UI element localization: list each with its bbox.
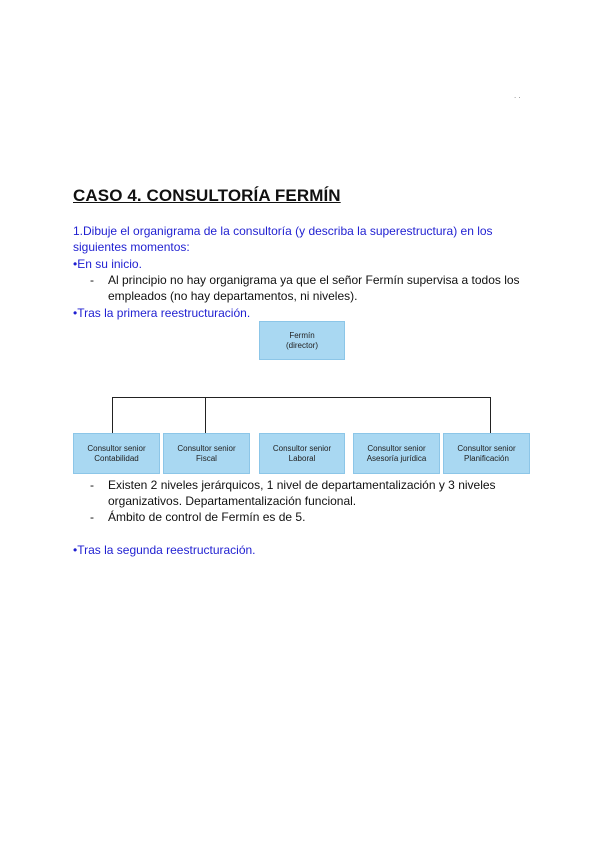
list-item-text: Ámbito de control de Fermín es de 5. xyxy=(108,510,306,524)
dash-bullet: - xyxy=(90,273,94,287)
org-box-label: Consultor senior xyxy=(457,443,516,453)
org-connector xyxy=(490,397,491,433)
section-heading-inicio: •En su inicio. xyxy=(73,257,142,271)
org-connector-horizontal xyxy=(112,397,491,398)
org-box-laboral xyxy=(259,433,345,474)
org-box-label: Consultor senior xyxy=(177,443,236,453)
org-box-label: Consultor senior xyxy=(272,443,332,453)
org-box-label: Consultor senior xyxy=(367,443,426,453)
section-heading-segunda-reestructuracion: •Tras la segunda reestructuración. xyxy=(73,543,256,557)
org-box-label: Fermín xyxy=(289,330,315,340)
dash-bullet: - xyxy=(90,478,94,492)
page-corner-mark: . . xyxy=(514,91,521,100)
page-title: CASO 4. CONSULTORÍA FERMÍN xyxy=(73,186,341,205)
org-box-planificacion xyxy=(443,433,530,474)
list-item xyxy=(90,509,535,525)
org-box-sublabel: Contabilidad xyxy=(94,453,139,463)
org-box-sublabel: Fiscal xyxy=(196,453,217,463)
org-box-fiscal xyxy=(163,433,250,474)
org-box-sublabel: (director) xyxy=(285,340,318,350)
org-box-sublabel: Laboral xyxy=(288,453,316,463)
org-box-label: Consultor senior xyxy=(87,443,146,453)
org-box-asesoria-juridica xyxy=(353,433,440,474)
org-connector xyxy=(205,397,206,433)
dash-bullet: - xyxy=(90,510,94,524)
list-item-text: Al principio no hay organigrama ya que el señor Fermín supervisa a todos los empleados (no hay departamentos, ni niveles). xyxy=(108,273,520,303)
section-heading-primera-reestructuracion: •Tras la primera reestructuración. xyxy=(73,306,251,320)
question-text: 1.Dibuje el organigrama de la consultoría (y describa la superestructura) en los siguientes momentos: xyxy=(73,224,493,254)
org-box-contabilidad xyxy=(73,433,160,474)
list-item xyxy=(90,477,535,509)
org-box-sublabel: Asesoría jurídica xyxy=(366,453,427,463)
org-box-director xyxy=(259,321,345,360)
list-item xyxy=(90,272,535,304)
org-box-sublabel: Planificación xyxy=(464,453,509,463)
org-connector xyxy=(112,397,113,433)
list-item-text: Existen 2 niveles jerárquicos, 1 nivel de departamentalización y 3 niveles organizativos. Departamentalización funcional. xyxy=(108,478,496,508)
